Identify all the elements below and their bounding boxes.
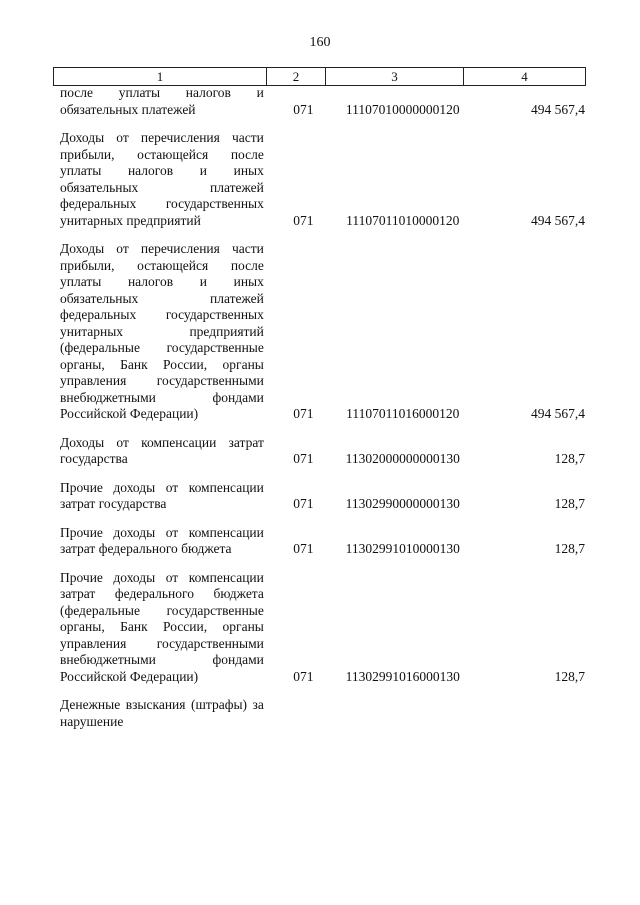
column-header-2: 2 bbox=[267, 68, 326, 86]
table-row bbox=[53, 435, 585, 468]
row-description: Доходы от перечисления части прибыли, остающейся после уплаты налогов и иных обязательных платежей федеральных государственных унитарных предприятий bbox=[60, 130, 264, 228]
row-budget-classification-code: 11302991016000130 bbox=[345, 668, 460, 684]
row-budget-classification-code: 11107011016000120 bbox=[346, 406, 460, 421]
table-row bbox=[53, 130, 585, 229]
row-budget-classification-code: 11107011010000120 bbox=[346, 212, 460, 228]
row-amount: 494 567,4 bbox=[531, 212, 585, 228]
row-admin-code: 071 bbox=[293, 496, 314, 511]
table-row bbox=[53, 85, 585, 118]
table-row bbox=[53, 697, 585, 730]
page-number: 160 bbox=[309, 35, 331, 50]
table-body bbox=[53, 85, 585, 742]
table-row bbox=[53, 525, 585, 558]
row-budget-classification-code: 11107010000000120 bbox=[345, 101, 460, 117]
row-description: Доходы от компенсации затрат государства bbox=[60, 434, 264, 466]
row-admin-code: 071 bbox=[293, 541, 314, 556]
row-admin-code: 071 bbox=[293, 668, 314, 684]
column-header-row bbox=[54, 68, 586, 86]
table-row bbox=[53, 241, 585, 423]
row-admin-code: 071 bbox=[293, 101, 314, 117]
column-header-3: 3 bbox=[326, 68, 464, 86]
row-amount: 494 567,4 bbox=[531, 406, 585, 421]
row-description: Прочие доходы от компенсации затрат федерального бюджета bbox=[60, 524, 264, 556]
row-amount: 128,7 bbox=[554, 451, 585, 466]
table-row bbox=[53, 480, 585, 513]
row-admin-code: 071 bbox=[293, 406, 314, 421]
row-amount: 494 567,4 bbox=[531, 101, 585, 117]
column-header-1: 1 bbox=[54, 68, 267, 86]
table-row bbox=[53, 570, 585, 686]
row-amount: 128,7 bbox=[554, 668, 585, 684]
row-description: Прочие доходы от компенсации затрат федерального бюджета (федеральные государственные органы, Банк России, органы управления государственными внебюджетными фондами Российской Федерации) bbox=[60, 569, 264, 684]
column-header-table bbox=[53, 67, 586, 86]
row-budget-classification-code: 11302991010000130 bbox=[345, 541, 460, 556]
row-description: после уплаты налогов и обязательных платежей bbox=[60, 85, 264, 117]
column-header-4: 4 bbox=[464, 68, 586, 86]
row-description: Прочие доходы от компенсации затрат государства bbox=[60, 479, 264, 511]
row-admin-code: 071 bbox=[293, 451, 314, 466]
row-amount: 128,7 bbox=[554, 496, 585, 511]
row-amount: 128,7 bbox=[554, 541, 585, 556]
row-description: Денежные взыскания (штрафы) за нарушение bbox=[60, 697, 264, 729]
row-budget-classification-code: 11302000000000130 bbox=[345, 451, 460, 466]
row-description: Доходы от перечисления части прибыли, остающейся после уплаты налогов и иных обязательных платежей федеральных государственных унитарных предприятий (федеральные государственные органы, Банк России, органы управления государственными внебюджетными фондами Российской Федерации) bbox=[60, 241, 264, 421]
row-admin-code: 071 bbox=[293, 212, 314, 228]
row-budget-classification-code: 11302990000000130 bbox=[345, 496, 460, 511]
